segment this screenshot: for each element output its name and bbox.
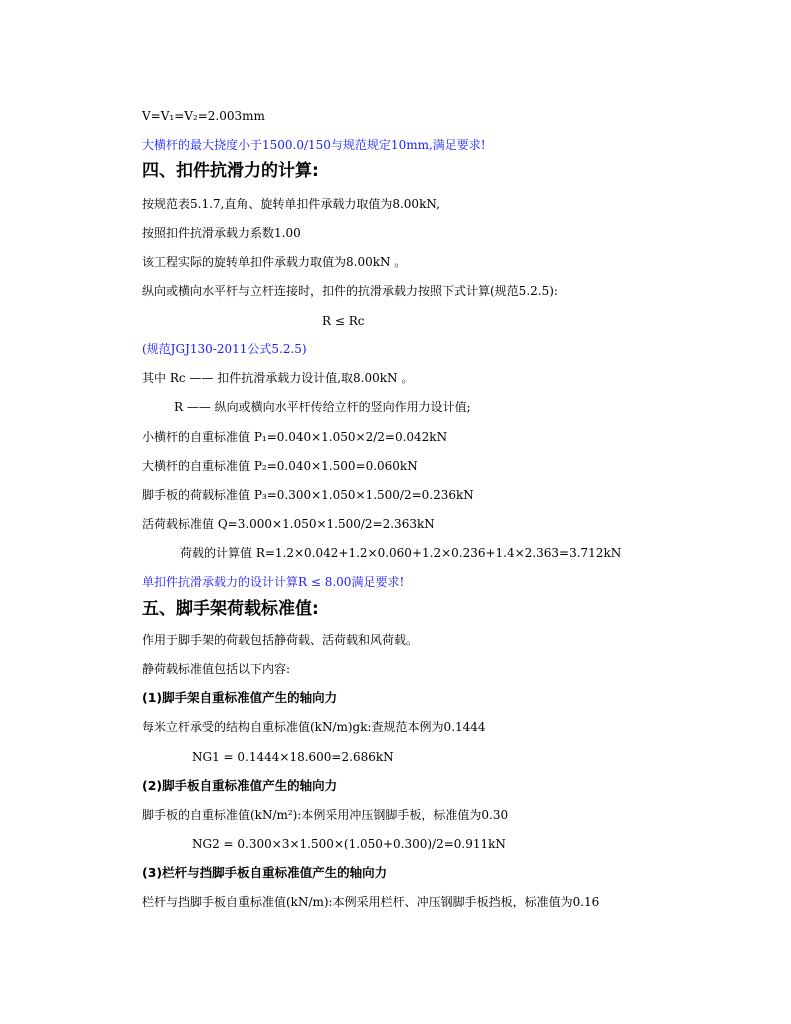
calculation: 活荷载标准值 Q=3.000×1.050×1.500/2=2.363kN: [142, 517, 435, 531]
paragraph: 按规范表5.1.7,直角、旋转单扣件承载力取值为8.00kN,: [142, 197, 440, 211]
paragraph: 作用于脚手架的荷载包括静荷载、活荷载和风荷载。: [142, 633, 419, 647]
check-conclusion: 单扣件抗滑承载力的设计计算R ≤ 8.00满足要求!: [142, 575, 405, 589]
paragraph: 脚手板的自重标准值(kN/m²):本例采用冲压钢脚手板，标准值为0.30: [142, 808, 509, 822]
formula-reference: (规范JGJ130-2011公式5.2.5): [142, 342, 307, 356]
calculation: NG2 = 0.300×3×1.500×(1.050+0.300)/2=0.911kN: [192, 837, 506, 851]
calculation: 小横杆的自重标准值 P₁=0.040×1.050×2/2=0.042kN: [142, 430, 448, 444]
formula: R ≤ Rc: [322, 314, 365, 328]
paragraph: 该工程实际的旋转单扣件承载力取值为8.00kN 。: [142, 255, 407, 269]
calculation: 脚手板的荷载标准值 P₃=0.300×1.050×1.500/2=0.236kN: [142, 488, 474, 502]
section-heading-4: 四、扣件抗滑力的计算:: [142, 161, 319, 181]
deflection-conclusion: 大横杆的最大挠度小于1500.0/150与规范规定10mm,满足要求!: [142, 138, 486, 152]
paragraph: R —— 纵向或横向水平杆传给立杆的竖向作用力设计值;: [174, 400, 471, 414]
paragraph: 纵向或横向水平杆与立杆连接时，扣件的抗滑承载力按照下式计算(规范5.2.5):: [142, 284, 558, 298]
paragraph: 每米立杆承受的结构自重标准值(kN/m)gk:查规范本例为0.1444: [142, 720, 486, 734]
paragraph: 其中 Rc —— 扣件抗滑承载力设计值,取8.00kN 。: [142, 371, 414, 385]
deflection-result: V=V₁=V₂=2.003mm: [142, 109, 265, 123]
calculation: NG1 = 0.1444×18.600=2.686kN: [192, 750, 394, 764]
subheading: (3)栏杆与挡脚手板自重标准值产生的轴向力: [142, 865, 388, 880]
paragraph: 静荷载标准值包括以下内容:: [142, 662, 291, 676]
subheading: (2)脚手板自重标准值产生的轴向力: [142, 778, 338, 793]
section-heading-5: 五、脚手架荷载标准值:: [142, 599, 319, 619]
paragraph: 栏杆与挡脚手板自重标准值(kN/m):本例采用栏杆、冲压钢脚手板挡板，标准值为0.16: [142, 895, 600, 909]
calculation: 大横杆的自重标准值 P₂=0.040×1.500=0.060kN: [142, 459, 418, 473]
subheading: (1)脚手架自重标准值产生的轴向力: [142, 690, 338, 705]
calculation: 荷载的计算值 R=1.2×0.042+1.2×0.060+1.2×0.236+1.4×2.363=3.712kN: [180, 546, 622, 560]
paragraph: 按照扣件抗滑承载力系数1.00: [142, 226, 301, 240]
